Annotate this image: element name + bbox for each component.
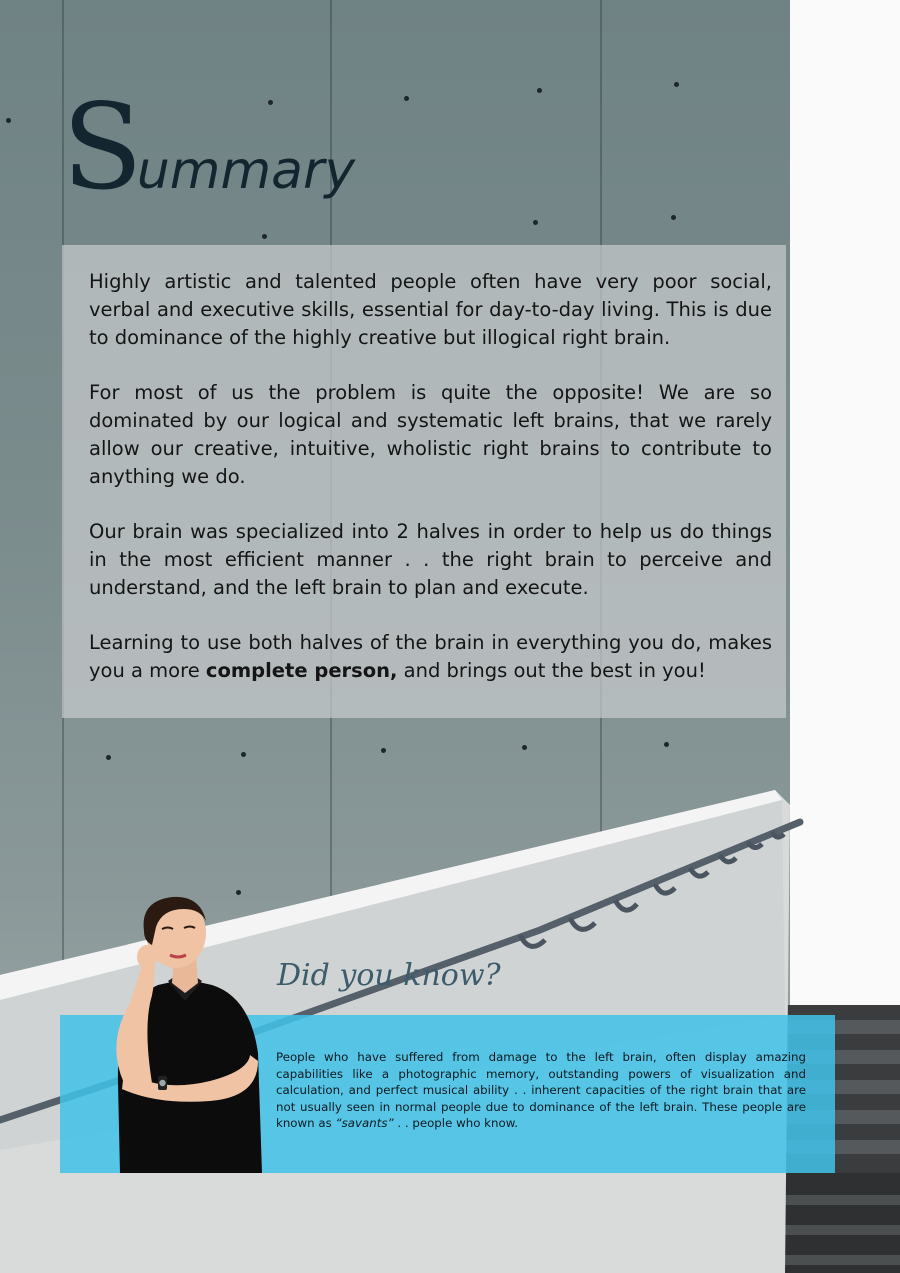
title-initial: S: [62, 78, 141, 216]
thinking-woman-photo: [100, 893, 270, 1173]
info-text: . . people who know.: [393, 1116, 519, 1130]
page-title: [62, 78, 356, 216]
did-you-know-text: [276, 1049, 806, 1132]
summary-paragraph: Our brain was specialized into 2 halves in order to help us do things in the most efficient manner . . the right brain to perceive and understand, and the left brain to plan and execute.: [89, 520, 772, 599]
paragraph-text: Learning to use both halves of the brain in everything you do, makes you a more: [89, 631, 772, 682]
info-text: People who have suffered from damage to the left brain, often display amazing capabilities like a photographic memory, outstanding powers of visualization and calculation, and perfect musical ability . . inherent capacities of the right brain that are not usually seen in normal people due to dominance of the left brain. These people are known as: [276, 1050, 806, 1130]
title-rest: ummary: [136, 141, 356, 201]
summary-paragraph: Highly artistic and talented people often have very poor social, verbal and executive skills, essential for day-to-day living. This is due to dominance of the highly creative but illogical right brain.: [89, 270, 772, 349]
emphasis-text: complete person,: [205, 659, 398, 682]
paragraph-text: and brings out the best in you!: [397, 659, 706, 682]
summary-paragraph: [89, 629, 772, 685]
summary-panel: [62, 245, 786, 718]
summary-paragraph: For most of us the problem is quite the opposite! We are so dominated by our logical and systematic left brains, that we rarely allow our creative, intuitive, wholistic right brains to contribute to anything we do.: [89, 381, 772, 488]
did-you-know-heading: Did you know?: [277, 958, 501, 993]
savants-term: “savants”: [335, 1116, 394, 1130]
